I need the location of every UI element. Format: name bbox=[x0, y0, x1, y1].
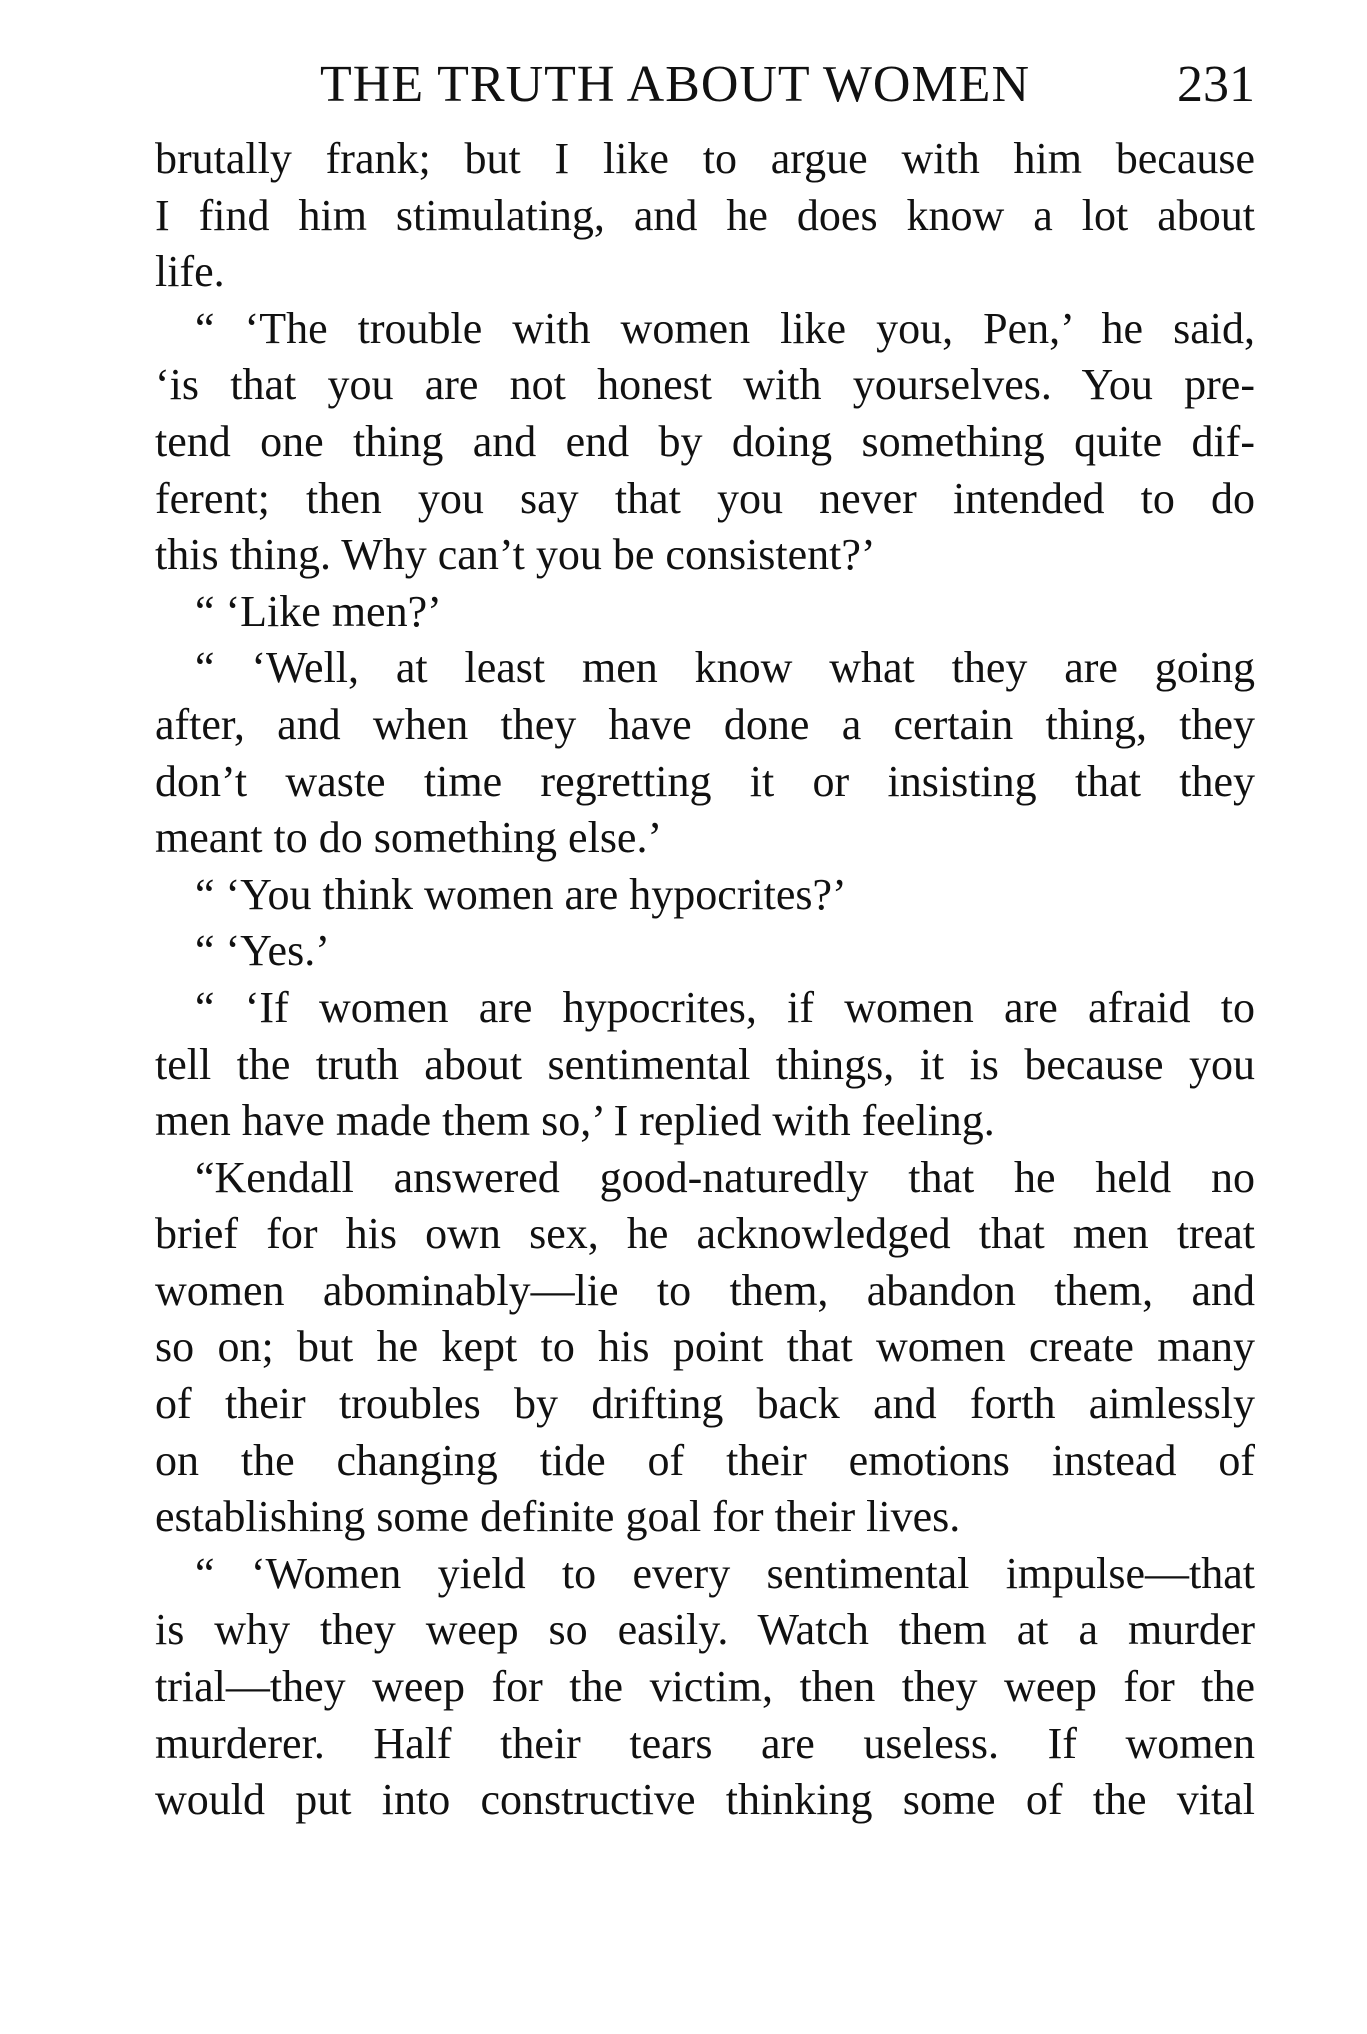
text-line: “Kendall answered good-naturedly that he held no bbox=[195, 1152, 1255, 1202]
text-line: “ ‘The trouble with women like you, Pen,’ he said, bbox=[195, 303, 1255, 353]
text-line: would put into constructive thinking some of the vital bbox=[155, 1775, 1255, 1825]
text-line: men have made them so,’ I replied with feeling. bbox=[155, 1096, 995, 1146]
text-line: of their troubles by drifting back and forth aimlessly bbox=[155, 1379, 1255, 1429]
text-line: “ ‘You think women are hypocrites?’ bbox=[195, 869, 847, 919]
page-number: 231 bbox=[1177, 56, 1255, 113]
text-line: trial—they weep for the victim, then they weep for the bbox=[155, 1662, 1255, 1712]
body-text bbox=[155, 131, 1255, 1829]
text-line: “ ‘Like men?’ bbox=[195, 586, 442, 636]
text-line: life. bbox=[155, 247, 225, 297]
text-line: murderer. Half their tears are useless. If women bbox=[155, 1718, 1255, 1768]
text-line: after, and when they have done a certain thing, they bbox=[155, 699, 1255, 749]
text-line: ‘is that you are not honest with yourselves. You pre- bbox=[155, 360, 1255, 410]
text-line: “ ‘Women yield to every sentimental impulse—that bbox=[195, 1548, 1255, 1598]
text-line: is why they weep so easily. Watch them at a murder bbox=[155, 1605, 1255, 1655]
text-line: brutally frank; but I like to argue with him because bbox=[155, 134, 1255, 183]
running-head bbox=[155, 50, 1255, 120]
text-line: on the changing tide of their emotions instead of bbox=[155, 1435, 1255, 1485]
text-line: this thing. Why can’t you be consistent?’ bbox=[155, 530, 876, 580]
text-line: meant to do something else.’ bbox=[155, 813, 663, 863]
text-line: tell the truth about sentimental things, it is because you bbox=[155, 1039, 1255, 1089]
text-line: so on; but he kept to his point that women create many bbox=[155, 1322, 1255, 1372]
text-line: I find him stimulating, and he does know a lot about bbox=[155, 190, 1255, 240]
text-line: women abominably—lie to them, abandon them, and bbox=[155, 1265, 1255, 1315]
text-line: establishing some definite goal for their lives. bbox=[155, 1492, 961, 1542]
text-line: “ ‘Well, at least men know what they are going bbox=[195, 643, 1255, 693]
text-line: brief for his own sex, he acknowledged that men treat bbox=[155, 1209, 1255, 1259]
text-line: don’t waste time regretting it or insisting that they bbox=[155, 756, 1255, 806]
running-title: THE TRUTH ABOUT WOMEN bbox=[320, 56, 1030, 113]
text-line: “ ‘If women are hypocrites, if women are afraid to bbox=[195, 982, 1255, 1032]
text-line: ferent; then you say that you never intended to do bbox=[155, 473, 1255, 523]
text-line: “ ‘Yes.’ bbox=[195, 926, 330, 976]
text-line: tend one thing and end by doing something quite dif- bbox=[155, 416, 1255, 466]
